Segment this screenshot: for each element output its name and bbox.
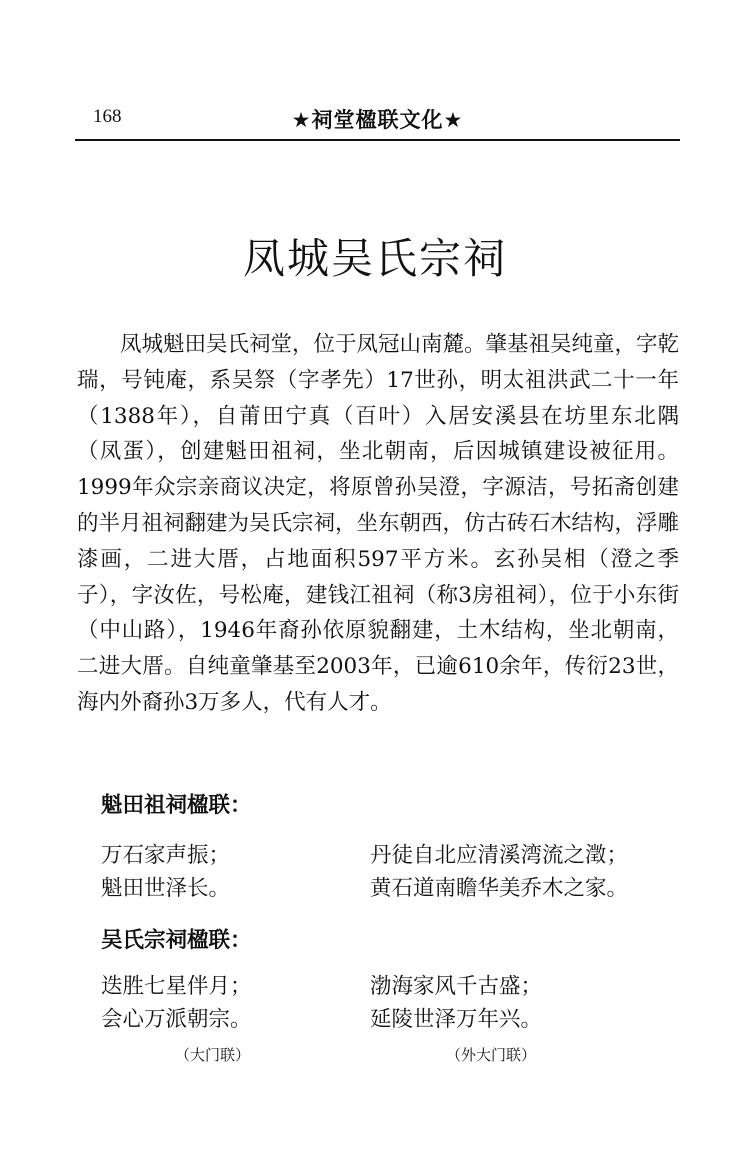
article-title: 凤城吴氏宗祠 [242,234,507,283]
couplet-heading-kuitian: 魁田祖祠楹联： [101,793,252,818]
couplet-line: 万石家声振； [101,843,231,868]
couplet-line: 黄石道南瞻华美乔木之家。 [370,876,629,901]
couplet-line: 魁田世泽长。 [101,876,231,901]
couplet-heading-wushi: 吴氏宗祠楹联： [101,928,252,953]
couplet-wushi-left [101,970,252,1036]
body-paragraph: 凤城魁田吴氏祠堂，位于凤冠山南麓。肇基祖吴纯童，字乾瑞，号钝庵，系吴祭（字孝先）17世孙，明太祖洪武二十一年（1388年），自莆田宁真（百叶）入居安溪县在坊里东北隅（凤蛋），创建魁田祖祠，坐北朝南，后因城镇建设被征用。1999年众宗亲商议决定，将原曾孙吴澄，字源洁，号拓斋创建的半月祖祠翻建为吴氏宗祠，坐东朝西，仿古砖石木结构，浮雕漆画，二进大厝，占地面积597平方米。玄孙吴相（澄之季子），字汝佐，号松庵，建钱江祖祠（称3房祖祠），位于小东街（中山路），1946年裔孙依原貌翻建，土木结构，坐北朝南，二进大厝。自纯童肇基至2003年，已逾610余年，传衍23世，海内外裔孙3万多人，代有人才。 [77,332,680,715]
running-title: ★祠堂楹联文化★ [291,108,464,132]
couplet-line: 会心万派朝宗。 [101,1007,252,1032]
couplet-line: 迭胜七星伴月； [101,974,252,999]
couplet-kuitian-right [370,839,628,905]
couplet-wushi-right [370,970,542,1036]
couplet-kuitian-left [101,839,230,905]
couplet-note-outer-gate: （外大门联） [446,1046,537,1064]
header-rule [75,139,680,141]
couplet-line: 延陵世泽万年兴。 [370,1007,543,1032]
couplet-note-main-gate: （大门联） [175,1046,251,1064]
page-number: 168 [93,106,122,127]
couplet-line: 渤海家风千古盛； [370,974,543,999]
page-header [75,106,680,132]
article-body [77,327,679,721]
couplet-line: 丹徒自北应清溪湾流之澂； [370,843,629,868]
